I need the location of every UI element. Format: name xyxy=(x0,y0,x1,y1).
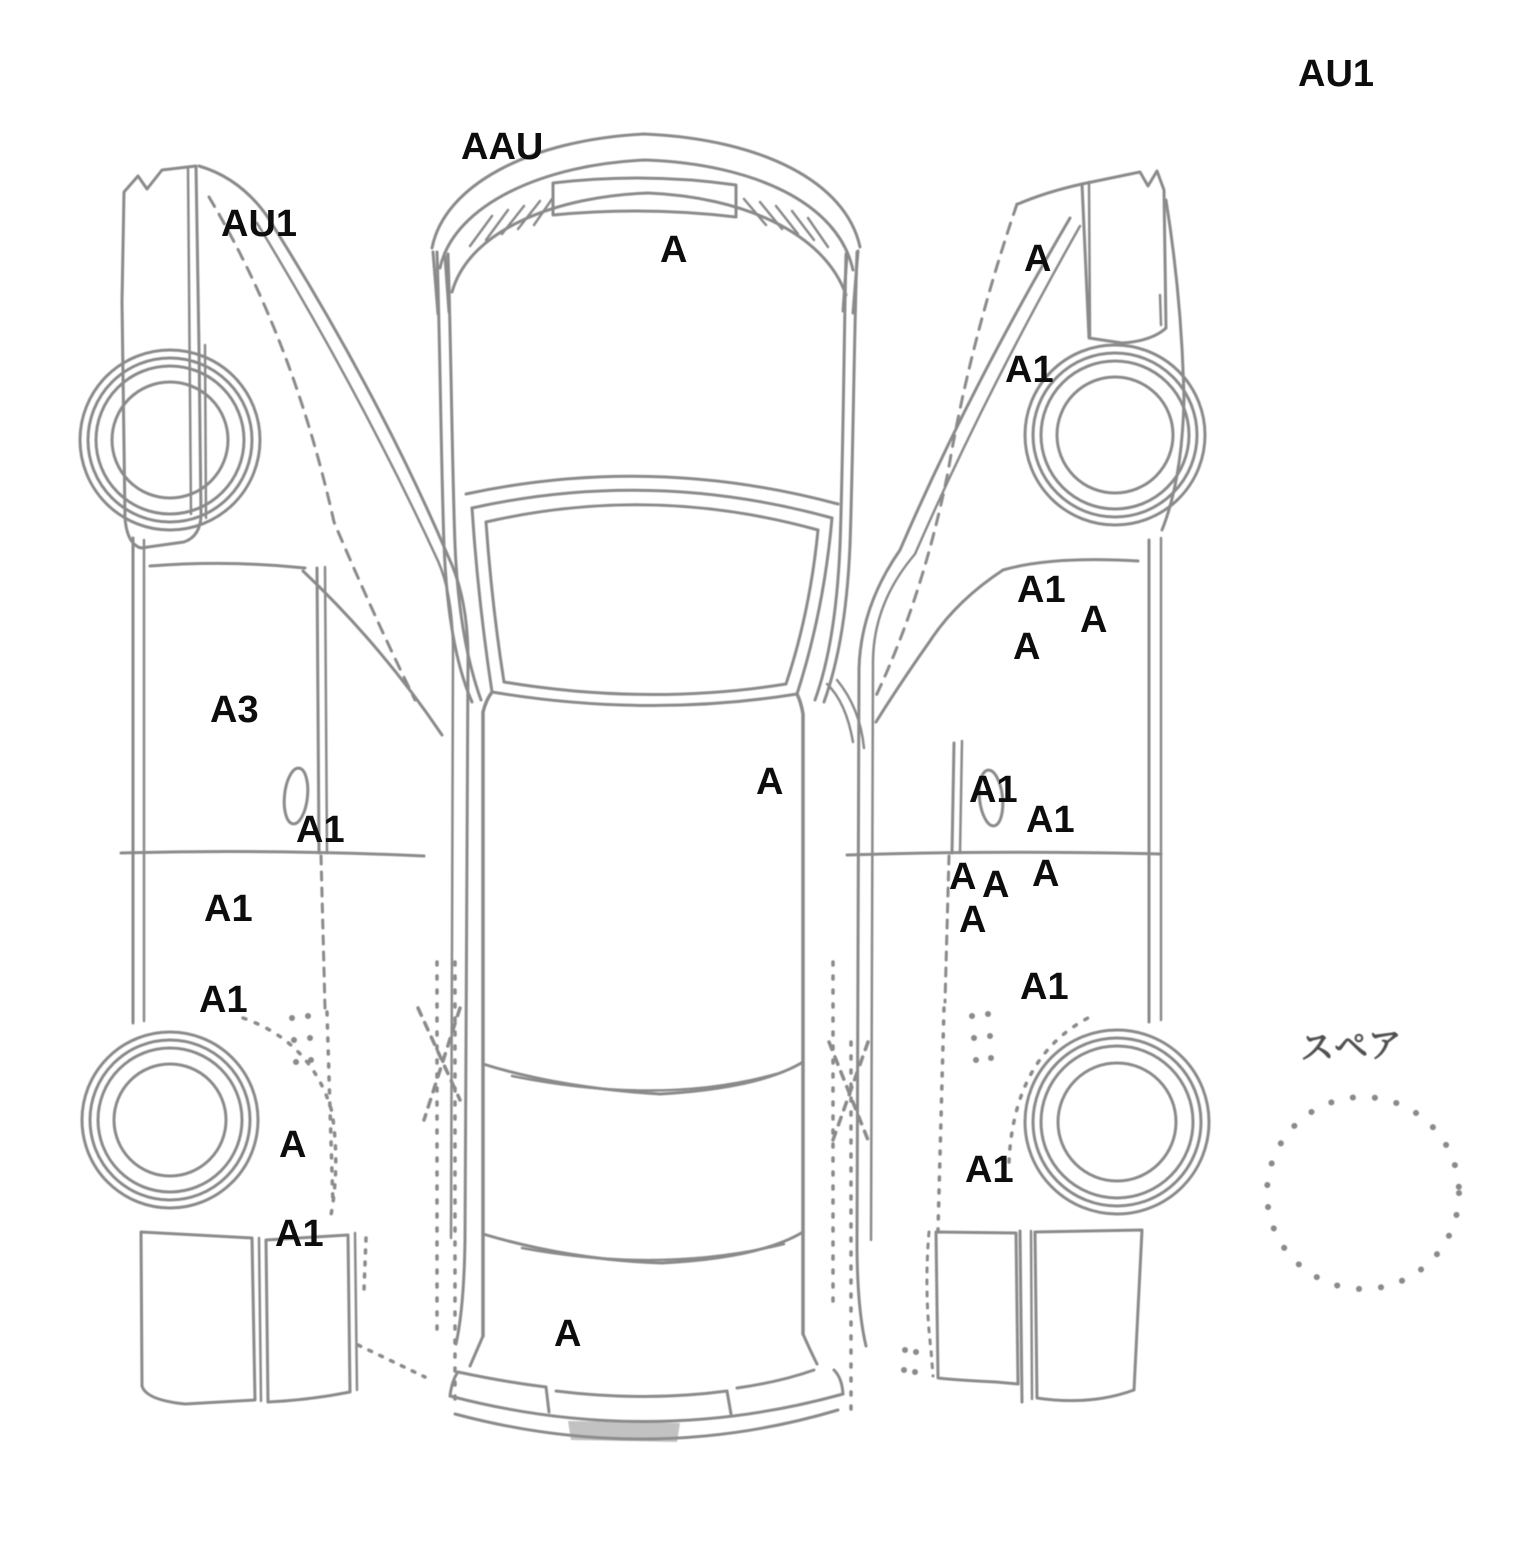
front-bumper-hatch-left xyxy=(470,199,552,246)
damage-code-right-quarter: A1 xyxy=(1020,966,1069,1008)
windshield xyxy=(472,490,832,705)
damage-code-right-lower-b: A xyxy=(982,864,1010,906)
front-bumper-hatch-right xyxy=(744,199,828,247)
right-bumper-dots xyxy=(901,1347,919,1375)
front-bumper-lower xyxy=(452,193,846,295)
left-door-top xyxy=(150,563,305,568)
damage-code-top-right: AU1 xyxy=(1298,53,1375,95)
left-rear-bumper-panels xyxy=(141,1232,357,1404)
damage-code-right-lower-a: A xyxy=(949,856,977,898)
left-rear-wheel xyxy=(82,1032,258,1208)
left-dotted-region xyxy=(358,962,460,1408)
damage-code-left-rear-bumper: A1 xyxy=(275,1213,324,1255)
damage-code-front-bumper: AAU xyxy=(461,126,544,168)
damage-code-roof-edge: A xyxy=(756,761,784,803)
left-belt-line xyxy=(303,571,442,735)
damage-code-right-door-upper-a: A xyxy=(1080,599,1108,641)
damage-code-right-front-wheel: A1 xyxy=(1005,349,1054,391)
right-keyhole-dots xyxy=(969,1011,994,1063)
roof-rail-left xyxy=(483,692,492,1336)
left-body-edge-inner xyxy=(257,223,453,1238)
left-keyhole-dots xyxy=(289,1013,314,1065)
roof-rail-right xyxy=(797,694,803,1334)
top-view-car-body xyxy=(432,134,860,1442)
damage-code-right-rear-door: A1 xyxy=(1026,799,1075,841)
left-crease-line xyxy=(121,852,424,856)
damage-code-right-door-top: A1 xyxy=(1017,569,1066,611)
damage-code-left-quarter: A xyxy=(279,1124,307,1166)
right-crease-line xyxy=(847,852,1161,855)
damage-code-right-lower-c: A xyxy=(1032,853,1060,895)
rear-license-shade xyxy=(568,1421,680,1442)
damage-code-left-front-fender: AU1 xyxy=(221,203,298,245)
left-side-view xyxy=(80,166,468,1408)
right-rear-bumper-panels xyxy=(927,1230,1142,1402)
spare-tire-dotted-circle xyxy=(1267,1097,1459,1289)
damage-code-right-rear-wheel: A1 xyxy=(965,1149,1014,1191)
spare-tire xyxy=(1267,1097,1459,1289)
damage-code-left-door-handle: A1 xyxy=(296,809,345,851)
damage-code-left-door-lower: A1 xyxy=(204,888,253,930)
spare-wheel-label: スペア xyxy=(1299,1026,1403,1068)
front-bumper-inner xyxy=(440,160,853,270)
damage-code-right-door-upper-b: A xyxy=(1013,626,1041,668)
damage-code-right-lower-d: A xyxy=(959,899,987,941)
damage-code-right-front-fender: A xyxy=(1024,238,1052,280)
left-front-wheel xyxy=(80,350,260,530)
front-license-plate xyxy=(553,178,736,217)
right-front-fender-panel xyxy=(1082,171,1166,343)
rear-bumper xyxy=(450,1370,843,1442)
right-dotted-region xyxy=(829,962,868,1420)
damage-code-left-front-door: A3 xyxy=(210,689,259,731)
right-rear-wheel xyxy=(1025,1030,1209,1214)
damage-code-right-door-handle: A1 xyxy=(969,769,1018,811)
damage-code-hood: A xyxy=(660,229,688,271)
rear-window-bottom xyxy=(483,1232,803,1263)
damage-code-left-rocker: A1 xyxy=(199,979,248,1021)
damage-code-trunk: A xyxy=(554,1313,582,1355)
